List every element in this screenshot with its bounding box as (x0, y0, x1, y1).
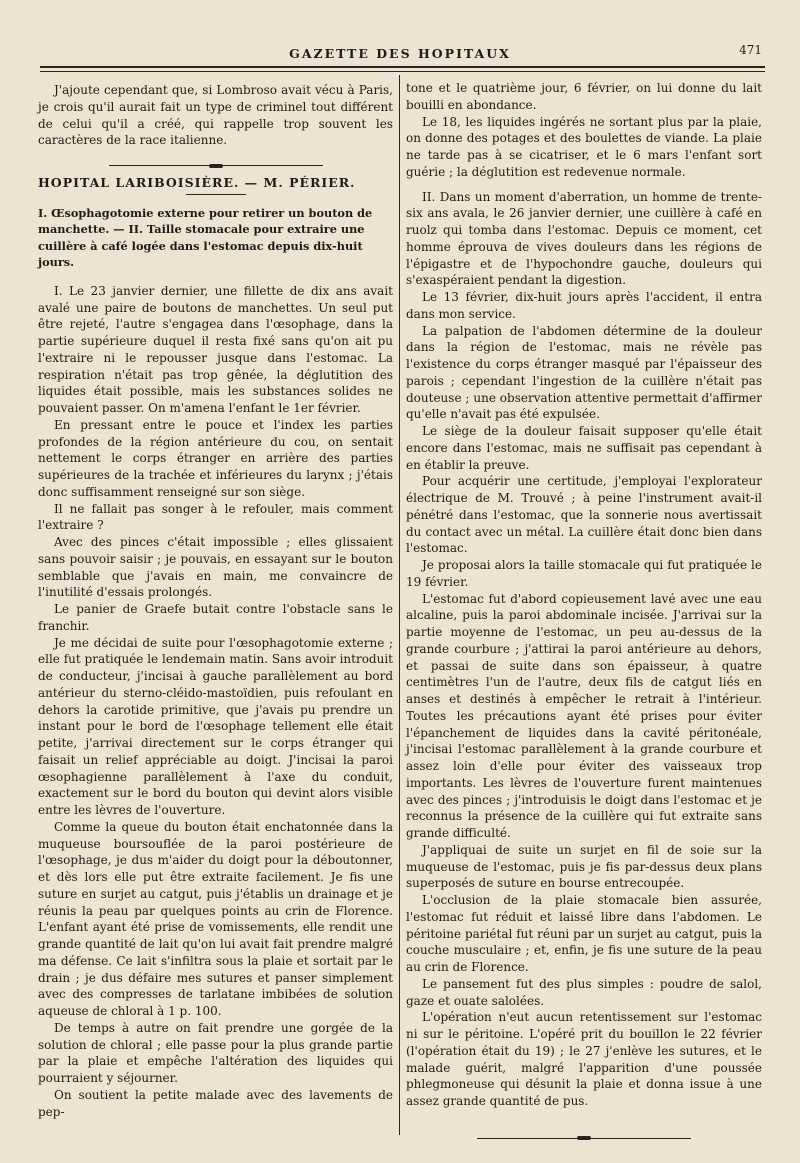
article-paragraph: Je proposai alors la taille stomacale qui fut pratiquée le 19 février. (406, 558, 762, 589)
article-paragraph: I. Le 23 janvier dernier, une fillette de dix ans avait avalé une paire de boutons de manchettes. Un seul put être rejeté, l'autre s'engagea dans l'œsophage, dans la partie supérieure duquel il resta fixé sans qu'on ait pu l'extraire ni le repousser jusque dans l'estomac. La respiration n'était pas trop gênée, la déglutition des liquides était possible, mais les substances solides ne pouvaient passer. On m'amena l'enfant le 1er février. (38, 283, 393, 415)
article-paragraph: On soutient la petite malade avec des lavements de pep- (38, 1087, 393, 1119)
journal-title: GAZETTE DES HOPITAUX (289, 46, 511, 61)
heading-rule (186, 194, 246, 195)
article-paragraph: De temps à autre on fait prendre une gorgée de la solution de chloral ; elle passe pour la plus grande partie par la plaie et empêche l'altération des liquides qui pourraient y séjourner. (38, 1020, 393, 1085)
article-paragraph: Le pansement fut des plus simples : poudre de salol, gaze et ouate salolées. (406, 976, 762, 1008)
article-paragraph: Pour acquérir une certitude, j'employai l'explorateur électrique de M. Trouvé ; à peine l'instrument avait-il pénétré dans l'estomac, que la sonnerie nous avertissait du contact avec un métal. La cuillère était donc bien dans l'estomac. (406, 474, 762, 556)
article-paragraph: En pressant entre le pouce et l'index les parties profondes de la région antérieure du cou, on sentait nettement le corps étranger en arrière des parties supérieures de la trachée et inférieures du larynx ; j'étais donc suffisamment renseigné sur son siège. (38, 417, 393, 499)
hospital-heading: HOPITAL LARIBOISIÈRE. — M. PÉRIER. (38, 175, 356, 190)
left-column (38, 82, 393, 1120)
article-paragraph: Le siège de la douleur faisait supposer qu'elle était encore dans l'estomac, mais ne suffisait pas cependant à en établir la preuve. (406, 424, 762, 472)
article-paragraph: Je me décidai de suite pour l'œsophagotomie externe ; elle fut pratiquée le lendemain matin. Sans avoir introduit de conducteur, j'incisai à gauche parallèlement au bord antérieur du sterno-cléido-mastoïdien, puis refoulant en dehors la carotide primitive, que j'avais pu prendre un instant pour le bord de l'œsophage tellement elle était petite, j'arrivai directement sur le corps étranger qui faisait un relief appréciable au doigt. J'incisai la paroi œsophagienne parallèlement à l'axe du conduit, exactement sur le bord du bouton qui devint alors visible entre les lèvres de l'ouverture. (38, 635, 393, 817)
article-paragraph: Le 18, les liquides ingérés ne sortant plus par la plaie, on donne des potages et des boulettes de viande. La plaie ne tarde pas à se cicatriser, et le 6 mars l'enfant sort guérie ; la déglutition est redevenue normale. (406, 114, 762, 179)
article-paragraph: II. Dans un moment d'aberration, un homme de trente-six ans avala, le 26 janvier dernier, une cuillère à café en ruolz qui tomba dans l'estomac. Depuis ce moment, cet homme éprouva de vives douleurs dans les régions de l'épigastre et de l'hypochondre gauche, douleurs qui s'exaspéraient pendant la digestion. (406, 189, 762, 288)
article-paragraph: La palpation de l'abdomen détermine de la douleur dans la région de l'estomac, mais ne révèle pas l'existence du corps étranger masqué par l'épaisseur des parois ; cependant l'ingestion de la cuillère n'était pas douteuse ; une observation attentive permettait d'affirmer qu'elle n'avait pas été expulsée. (406, 323, 762, 422)
case-heading: I. Œsophagotomie externe pour retirer un bouton de manchette. — II. Taille stomacale pour extraire une cuillère à café logée dans l'estomac depuis dix-huit jours. (38, 205, 373, 270)
end-ornament (406, 1130, 762, 1138)
article-paragraph: J'appliquai de suite un surjet en fil de soie sur la muqueuse de l'estomac, puis je fis par-dessus deux plans superposés de suture en bourse entrecoupée. (406, 842, 762, 891)
intro-paragraph: J'ajoute cependant que, si Lombroso avait vécu à Paris, je crois qu'il aurait fait un type de criminel tout différent de celui qu'il a créé, qui rappelle trop souvent les caractères de la race italienne. (38, 83, 393, 148)
article-paragraph: Le panier de Graefe butait contre l'obstacle sans le franchir. (38, 602, 393, 633)
page-header (0, 43, 800, 66)
article-paragraph: Le 13 février, dix-huit jours après l'accident, il entra dans mon service. (406, 290, 762, 321)
article-paragraph: L'estomac fut d'abord copieusement lavé avec une eau alcaline, puis la paroi abdominale incisée. J'arrivai sur la partie moyenne de l'estomac, un peu au-dessus de la grande courbure ; j'attirai la paroi antérieure au dehors, et passai de suite dans son épaisseur, à quatre centimètres l'un de l'autre, deux fils de catgut liés en anses et destinés à empêcher le retrait à l'intérieur. Toutes les précautions ayant été prises pour éviter l'épanchement de liquides dans la cavité péritonéale, j'incisai l'estomac parallèlement à la grande courbure et assez loin d'elle pour éviter des vaisseaux trop importants. Les lèvres de l'ouverture furent maintenues avec des pinces ; j'introduisis le doigt dans l'estomac et je reconnus la présence de la cuillère qui fut extraite sans grande difficulté. (406, 591, 762, 840)
section-ornament (38, 157, 393, 165)
article-paragraph: Il ne fallait pas songer à le refouler, mais comment l'extraire ? (38, 501, 393, 533)
article-paragraph: Avec des pinces c'était impossible ; elles glissaient sans pouvoir saisir ; je pouvais, en essayant sur le bouton semblable que j'avais en main, me convaincre de l'inutilité d'essais prolongés. (38, 535, 393, 600)
right-column (406, 80, 762, 1148)
article-paragraph: L'opération n'eut aucun retentissement sur l'estomac ni sur le péritoine. L'opéré prit du bouillon le 22 février (l'opération était du 19) ; le 27 j'enlève les sutures, et le malade guérit, malgré l'apparition d'une poussée phlegmoneuse qui désunit la plaie et donna issue à une assez grande quantité de pus. (406, 1010, 762, 1108)
header-rule-thin (40, 71, 765, 72)
header-rule-thick (40, 66, 765, 68)
article-paragraph: L'occlusion de la plaie stomacale bien assurée, l'estomac fut réduit et laissé libre dans l'abdomen. Le péritoine pariétal fut réuni par un surjet au catgut, puis la couche musculaire ; et, enfin, je fis une suture de la peau au crin de Florence. (406, 893, 762, 974)
column-divider (399, 75, 400, 1135)
page-number: 471 (739, 43, 762, 57)
article-paragraph: Comme la queue du bouton était enchatonnée dans la muqueuse boursouflée de la paroi postérieure de l'œsophage, je dus m'aider du doigt pour la déboutonner, et dès lors elle put être extraite facilement. Je fis une suture en surjet au catgut, puis j'établis un drainage et je réunis la peau par quelques points au crin de Florence. L'enfant ayant été prise de vomissements, elle rendit une grande quantité de lait qu'on lui avait fait prendre malgré ma défense. Ce lait s'infiltra sous la plaie et sortait par le drain ; je dus défaire mes sutures et panser simplement avec des compresses de tarlatane imbibées de solution aqueuse de chloral à 1 p. 100. (38, 819, 393, 1018)
article-paragraph: tone et le quatrième jour, 6 février, on lui donne du lait bouilli en abondance. (406, 81, 762, 112)
